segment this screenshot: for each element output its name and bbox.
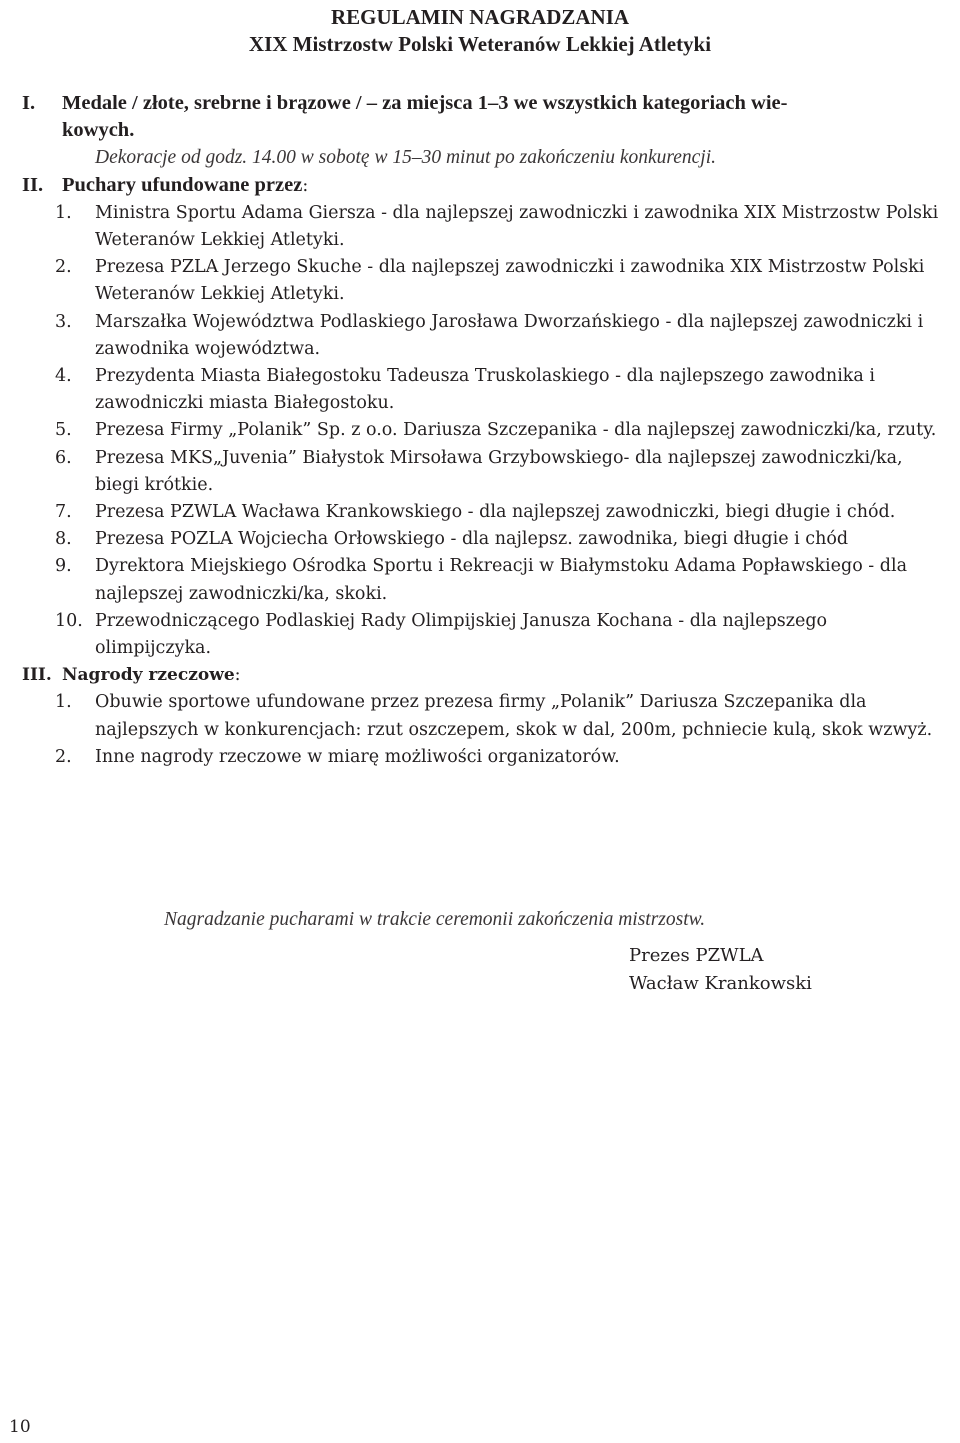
list-item-text: Marszałka Województwa Podlaskiego Jarosława Dworzańskiego - dla najlepszej zawodniczki i zawodnika województwa. [95,311,924,359]
signature-name: Wacław Krankowski [629,973,812,994]
decoration-note: Dekoracje od godz. 14.00 w sobotę w 15–30 minut po zakończeniu konkurencji. [95,147,717,169]
list-item-text: Prezydenta Miasta Białegostoku Tadeusza Truskolaskiego - dla najlepszego zawodnika i zawodniczki miasta Białegostoku. [95,366,875,414]
list-item [55,309,947,363]
list-item [55,445,947,499]
list-item [55,499,947,526]
list-item-text: Prezesa PZLA Jerzego Skuche - dla najlepszej zawodniczki i zawodnika XIX Mistrzostw Polski Weteranów Lekkiej Atletyki. [95,257,925,305]
page-number: 10 [9,1417,31,1437]
section-3-heading [62,662,947,689]
signature-block [629,942,812,998]
list-item-number: 6. [55,447,72,468]
section-2-heading [62,172,947,200]
section-1-heading-line-1: Medale / złote, srebrne i brązowe / – za miejsca 1–3 we wszystkich kategoriach wie- [62,92,788,114]
list-item [55,526,947,553]
closing-note: Nagradzanie pucharami w trakcie ceremonii zakończenia mistrzostw. [164,909,706,930]
list-item-number: 1. [55,692,72,713]
list-item-text: Prezesa PZWLA Wacława Krankowskiego - dla najlepszej zawodniczki, biegi długie i chód. [95,502,896,523]
signature-role: Prezes PZWLA [629,945,764,966]
list-item-text: Prezesa Firmy „Polanik” Sp. z o.o. Dariusza Szczepanika - dla najlepszej zawodniczki/ka, rzuty. [95,420,937,441]
section-3-heading-text: Nagrody rzeczowe [62,665,235,686]
section-2 [22,172,947,200]
list-item-number: 5. [55,420,72,441]
section-1 [22,90,947,144]
list-item-text: Inne nagrody rzeczowe w miarę możliwości organizatorów. [95,746,620,767]
section-3-list [22,689,947,771]
list-item-number: 2. [55,746,72,767]
list-item [55,553,947,607]
list-item-text: Prezesa POZLA Wojciecha Orłowskiego - dla najlepsz. zawodnika, biegi długie i chód [95,529,849,550]
list-item [55,417,947,444]
section-2-list [22,200,947,662]
section-2-numeral: II. [22,173,44,196]
list-item [55,608,947,662]
list-item-number: 3. [55,311,72,332]
list-item-text: Prezesa MKS„Juvenia” Białystok Mirsoława Grzybowskiego- dla najlepszej zawodniczki/ka, biegi krótkie. [95,447,903,495]
list-item-number: 1. [55,202,72,223]
title-line-2: XIX Mistrzostw Polski Weteranów Lekkiej Atletyki [248,32,712,56]
list-item-number: 8. [55,529,72,550]
document-title [0,4,960,58]
regulations-body [22,90,947,771]
section-1-heading [62,90,947,144]
list-item-number: 4. [55,366,72,387]
section-1-heading-line-2: kowych. [62,119,135,142]
list-item-text: Obuwie sportowe ufundowane przez prezesa firmy „Polanik” Dariusza Szczepanika dla najlepszych w konkurencjach: rzut oszczepem, skok w dal, 200m, pchniecie kulą, skok wzwyż. [95,692,933,740]
section-3-numeral: III. [22,665,52,686]
list-item-number: 7. [55,502,72,523]
section-3 [22,662,947,689]
list-item-number: 9. [55,556,72,577]
list-item [55,200,947,254]
list-item-text: Ministra Sportu Adama Giersza - dla najlepszej zawodniczki i zawodnika XIX Mistrzostw Polski Weteranów Lekkiej Atletyki. [95,202,939,251]
list-item [55,689,947,743]
title-line-1: REGULAMIN NAGRADZANIA [330,5,630,29]
list-item-text: Dyrektora Miejskiego Ośrodka Sportu i Rekreacji w Białymstoku Adama Popławskiego - dla najlepszej zawodniczki/ka, skoki. [95,556,908,604]
list-item [55,254,947,308]
section-3-heading-colon: : [234,665,241,686]
list-item-number: 10. [55,610,83,631]
section-1-numeral: I. [22,92,36,114]
list-item-text: Przewodniczącego Podlaskiej Rady Olimpijskiej Janusza Kochana - dla najlepszego olimpijczyka. [95,610,828,659]
list-item-number: 2. [55,257,72,278]
section-2-heading-colon: : [302,175,309,196]
list-item [55,363,947,417]
list-item [55,744,947,771]
section-2-heading-text: Puchary ufundowane przez [62,173,303,196]
